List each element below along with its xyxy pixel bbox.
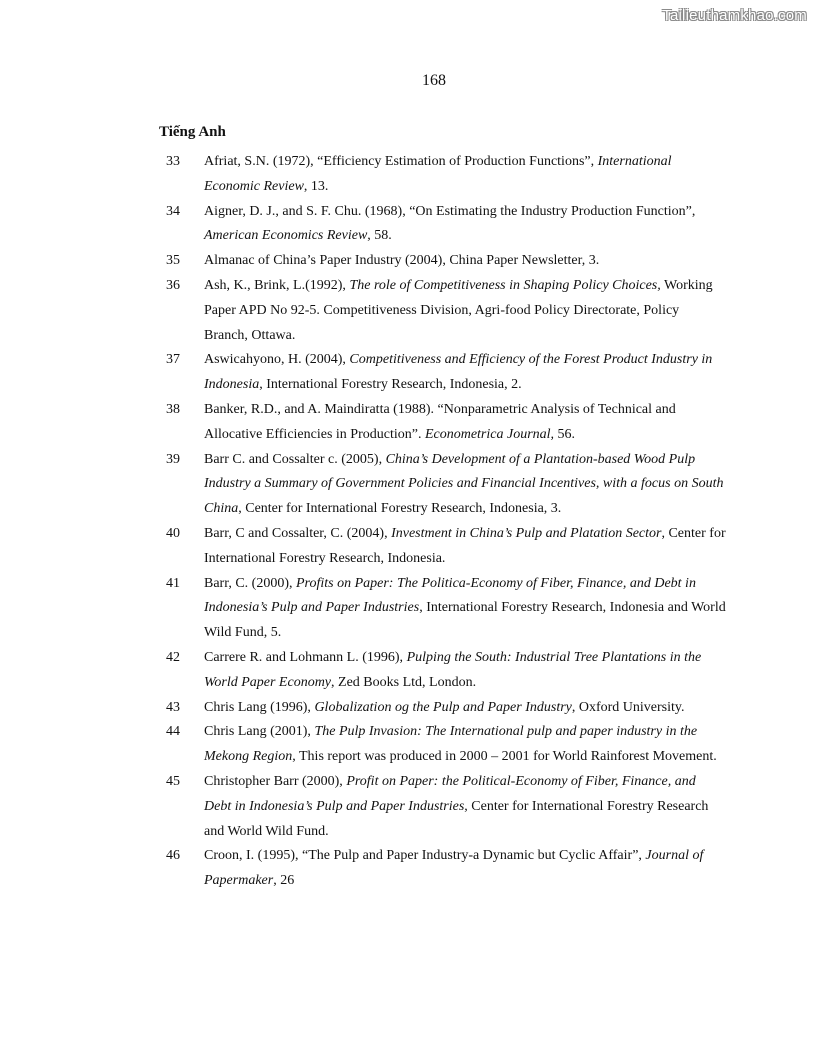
- watermark: Tailieuthamkhao.com: [662, 7, 807, 24]
- reference-number: 33: [166, 154, 180, 169]
- reference-title: Competitiveness and Efficiency of the Forest Product Industry in Indonesia: [204, 352, 713, 393]
- reference-segment: Chris Lang (2001),: [204, 724, 315, 740]
- reference-segment: , Oxford University.: [571, 699, 685, 715]
- reference-title: Journal of Papermaker: [204, 848, 704, 889]
- reference-item: [166, 572, 726, 646]
- reference-segment: Carrere R. and Lohmann L. (1996),: [204, 649, 407, 665]
- reference-item: [166, 696, 726, 721]
- reference-segment: , 26: [273, 873, 295, 889]
- reference-item: [166, 398, 726, 448]
- reference-title: Investment in China’s Pulp and Platation Sector: [391, 525, 662, 541]
- reference-title: China’s Development of a Plantation-based Wood Pulp Industry a Summary of Government Policies and Financial Incentives, with a focus on South China: [204, 451, 724, 517]
- reference-title: The role of Competitiveness in Shaping Policy Choices,: [349, 277, 661, 293]
- reference-segment: , 58.: [367, 228, 392, 244]
- reference-segment: Aigner, D. J., and S. F. Chu. (1968), “On Estimating the Industry Production Function”,: [204, 203, 696, 219]
- reference-title: Profits on Paper: The Politica-Economy of Fiber, Finance, and Debt in Indonesia’s Pulp and Paper Industries: [204, 575, 696, 616]
- reference-text: [204, 448, 726, 522]
- reference-text: [204, 398, 726, 448]
- reference-text: [204, 249, 726, 274]
- reference-item: [166, 646, 726, 696]
- reference-segment: , 13.: [303, 178, 329, 194]
- reference-segment: Chris Lang (1996),: [204, 699, 315, 715]
- reference-segment: Barr, C and Cossalter, C. (2004),: [204, 525, 392, 541]
- reference-text: [204, 720, 726, 770]
- reference-title: International Economic Review: [204, 154, 672, 194]
- reference-number: 39: [166, 451, 180, 467]
- reference-title: Profit on Paper: the Political-Economy of Fiber, Finance, and Debt in Indonesia’s Pulp and Paper Industries: [204, 773, 696, 814]
- reference-segment: Banker, R.D., and A. Maindiratta (1988). “Nonparametric Analysis of Technical and Allocative Efficiencies in Production”.: [204, 401, 676, 442]
- reference-title: Econometrica Journal,: [424, 426, 555, 442]
- reference-title: The Pulp Invasion: The International pulp and paper industry in the Mekong Region: [204, 724, 698, 765]
- reference-number: 44: [166, 724, 180, 740]
- reference-segment: Aswicahyono, H. (2004),: [204, 352, 350, 368]
- reference-segment: , International Forestry Research, Indonesia, 2.: [259, 377, 522, 393]
- reference-segment: Barr C. and Cossalter c. (2005),: [204, 451, 386, 467]
- reference-text: [204, 572, 726, 646]
- section-heading: Tiếng Anh: [159, 124, 226, 140]
- reference-segment: Afriat, S.N. (1972), “Efficiency Estimation of Production Functions”,: [204, 154, 598, 169]
- reference-item: [166, 274, 726, 348]
- reference-number: 38: [166, 401, 180, 417]
- reference-item: [166, 770, 726, 844]
- reference-segment: , Zed Books Ltd, London.: [331, 674, 477, 690]
- reference-number: 34: [166, 203, 180, 219]
- reference-segment: Almanac of China’s Paper Industry (2004), China Paper Newsletter, 3.: [204, 253, 600, 269]
- reference-segment: Christopher Barr (2000),: [204, 773, 347, 789]
- reference-segment: Working Paper APD No 92-5. Competitiveness Division, Agri-food Policy Directorate, Policy Branch, Ottawa.: [204, 277, 713, 343]
- reference-text: [204, 770, 726, 844]
- reference-number: 41: [166, 575, 180, 591]
- reference-item: [166, 844, 726, 894]
- reference-text: [204, 274, 726, 348]
- reference-segment: , Center for International Forestry Research and World Wild Fund.: [204, 798, 709, 839]
- reference-item: [166, 348, 726, 398]
- reference-segment: , Center for International Forestry Research, Indonesia, 3.: [238, 501, 562, 517]
- reference-text: [204, 646, 726, 696]
- reference-title: Globalization og the Pulp and Paper Industry: [314, 699, 572, 715]
- reference-item: [166, 200, 726, 250]
- reference-item: [166, 249, 726, 274]
- reference-segment: Croon, I. (1995), “The Pulp and Paper Industry-a Dynamic but Cyclic Affair”,: [204, 848, 646, 864]
- reference-segment: , This report was produced in 2000 – 2001 for World Rainforest Movement.: [292, 749, 717, 765]
- reference-number: 40: [166, 525, 180, 541]
- reference-number: 45: [166, 773, 180, 789]
- reference-number: 43: [166, 699, 180, 715]
- reference-number: 36: [166, 277, 180, 293]
- reference-number: 42: [166, 649, 180, 665]
- reference-number: 37: [166, 352, 180, 368]
- reference-segment: , International Forestry Research, Indonesia and World Wild Fund, 5.: [204, 600, 726, 641]
- reference-text: [204, 200, 726, 250]
- reference-segment: 56.: [554, 426, 576, 442]
- reference-number: 35: [166, 253, 180, 269]
- reference-text: [204, 150, 726, 200]
- reference-segment: Ash, K., Brink, L.(1992),: [204, 277, 350, 293]
- reference-item: [166, 720, 726, 770]
- reference-segment: , Center for International Forestry Research, Indonesia.: [204, 525, 726, 566]
- reference-text: [204, 844, 726, 894]
- reference-number: 46: [166, 848, 180, 864]
- page-number: 168: [422, 72, 446, 89]
- reference-segment: Barr, C. (2000),: [204, 575, 296, 591]
- reference-item: [166, 522, 726, 572]
- reference-text: [204, 348, 726, 398]
- reference-text: [204, 696, 726, 721]
- reference-text: [204, 522, 726, 572]
- reference-item: [166, 150, 726, 200]
- reference-title: American Economics Review: [204, 228, 368, 244]
- reference-list: [166, 150, 726, 894]
- reference-title: Pulping the South: Industrial Tree Plantations in the World Paper Economy: [204, 649, 702, 690]
- reference-item: [166, 448, 726, 522]
